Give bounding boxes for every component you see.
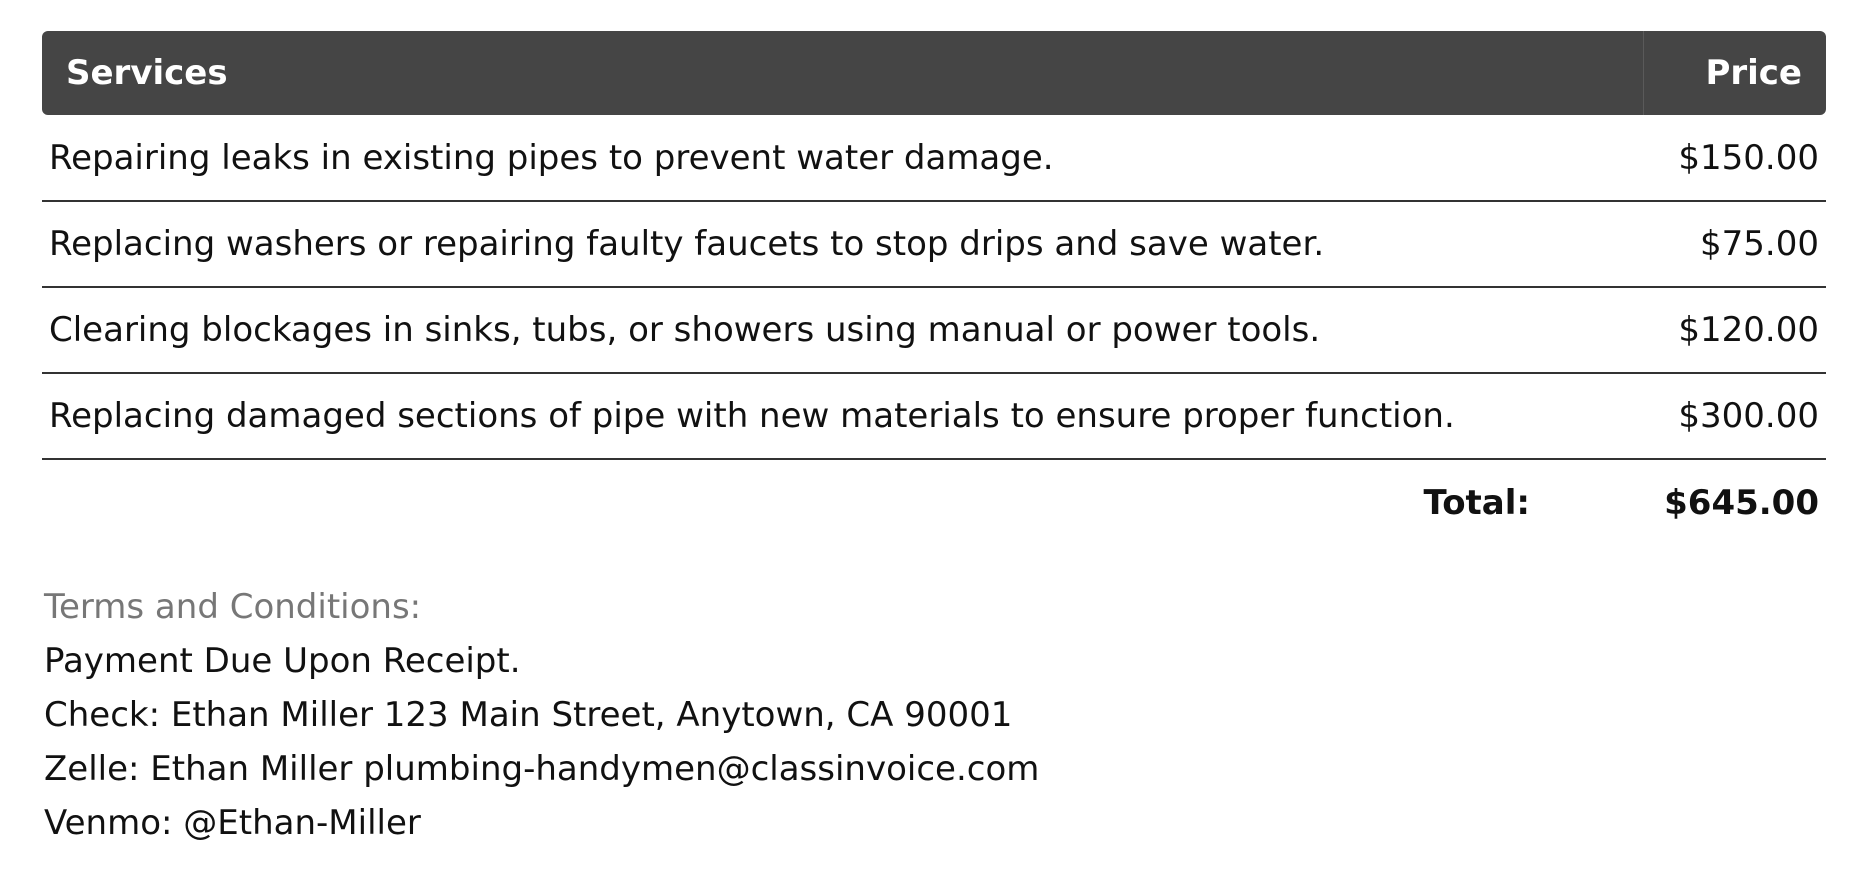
service-description: Replacing damaged sections of pipe with new materials to ensure proper function. — [42, 373, 1643, 459]
venmo-payment-text: Venmo: @Ethan-Miller — [44, 803, 421, 843]
table-row — [42, 373, 1826, 459]
terms-title: Terms and Conditions: — [44, 587, 422, 627]
total-label: Total: — [1423, 482, 1530, 523]
service-description: Clearing blockages in sinks, tubs, or showers using manual or power tools. — [42, 287, 1643, 373]
table-row — [42, 201, 1826, 287]
total-row — [42, 459, 1826, 545]
terms-section — [44, 580, 1039, 850]
service-price: $75.00 — [1643, 201, 1826, 287]
service-price: $120.00 — [1643, 287, 1826, 373]
services-column-header: Services — [42, 31, 1643, 115]
table-row — [42, 287, 1826, 373]
services-table — [42, 31, 1826, 545]
zelle-payment-text: Zelle: Ethan Miller plumbing-handymen@classinvoice.com — [44, 749, 1040, 789]
service-price: $150.00 — [1643, 115, 1826, 201]
service-description: Replacing washers or repairing faulty faucets to stop drips and save water. — [42, 201, 1643, 287]
payment-due-text: Payment Due Upon Receipt. — [44, 641, 521, 681]
price-column-header: Price — [1643, 31, 1826, 115]
table-row — [42, 115, 1826, 201]
total-value: $645.00 — [1664, 482, 1819, 523]
service-price: $300.00 — [1643, 373, 1826, 459]
service-description: Repairing leaks in existing pipes to prevent water damage. — [42, 115, 1643, 201]
table-header-row — [42, 31, 1826, 115]
check-payment-text: Check: Ethan Miller 123 Main Street, Anytown, CA 90001 — [44, 695, 1013, 735]
